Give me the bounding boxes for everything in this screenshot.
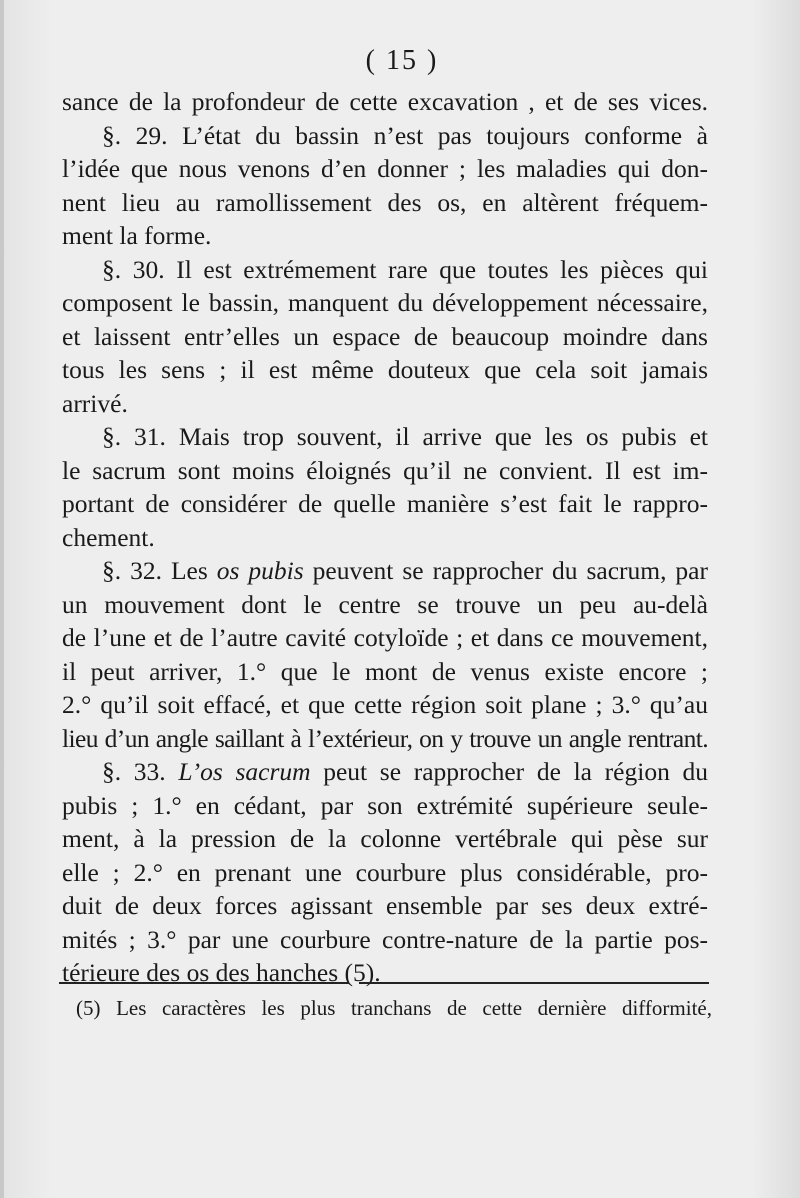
text-run: §. 32. Les <box>102 556 217 585</box>
text-line: et laissent entr’elles un espace de beaucoup moindre dans <box>62 321 708 351</box>
text-line: l’idée que nous venons d’en donner ; les maladies qui don- <box>62 154 708 183</box>
text-run: §. 33. <box>102 757 179 786</box>
footnote-rule <box>359 982 709 984</box>
text-run: peuvent se rapprocher du sacrum, par <box>303 556 708 585</box>
text-run: peut se rapprocher de la région du <box>310 757 709 786</box>
text-line: 2.° qu’il soit effacé, et que cette région soit plane ; 3.° qu’au <box>62 690 708 719</box>
text-line: mités ; 3.° par une courbure contre-nature de la partie pos- <box>62 924 708 954</box>
text-line: ment la forme. <box>62 221 212 250</box>
footnote: (5) Les caractères les plus tranchans de cette dernière difformité, <box>76 996 712 1020</box>
text-line: sance de la profondeur de cette excavation , et de ses vices. <box>62 87 708 116</box>
text-line: il peut arriver, 1.° que le mont de venus existe encore ; <box>62 656 708 686</box>
paragraph-31-start <box>62 420 708 454</box>
text-line: lieu d’un angle saillant à l’extérieur, on y trouve un angle rentrant. <box>62 723 708 753</box>
text-line: le sacrum sont moins éloignés qu’il ne convient. Il est im- <box>62 455 708 485</box>
text-line: térieure des os des hanches (5). <box>62 958 381 987</box>
paragraph-30-start <box>62 253 708 287</box>
text-line: portant de considérer de quelle manière s’est fait le rappro- <box>62 489 708 518</box>
italic-term: L’os sacrum <box>178 757 311 786</box>
text-run: §. 31. Mais trop souvent, il arrive que les os pubis et <box>102 422 708 451</box>
text-line: ment, à la pression de la colonne vertébrale qui pèse sur <box>62 824 708 853</box>
italic-term: os pubis <box>216 556 304 585</box>
text-line: chement. <box>62 522 155 552</box>
text-run: §. 29. L’état du bassin n’est pas toujours conforme à <box>102 120 708 150</box>
paragraph-33-start <box>62 755 708 789</box>
paragraph-29-start <box>62 119 708 153</box>
text-line: elle ; 2.° en prenant une courbure plus considérable, pro- <box>62 857 708 887</box>
footnote-rule <box>59 982 349 984</box>
text-line: un mouvement dont le centre se trouve un peu au-delà <box>62 589 708 619</box>
text-run: §. 30. Il est extrémement rare que toutes les pièces qui <box>102 254 708 284</box>
text-line: duit de deux forces agissant ensemble par ses deux extré- <box>62 891 708 920</box>
text-line: composent le bassin, manquent du développement nécessaire, <box>62 288 708 317</box>
text-line: arrivé. <box>62 388 128 418</box>
text-line: pubis ; 1.° en cédant, par son extrémité supérieure seule- <box>62 790 708 820</box>
page-number: ( 15 ) <box>365 45 439 76</box>
text-line: de l’une et de l’autre cavité cotyloïde ; et dans ce mouvement, <box>62 623 708 652</box>
text-line: tous les sens ; il est même douteux que cela soit jamais <box>62 355 708 384</box>
body-text <box>62 85 708 990</box>
paragraph-32-start <box>62 554 708 588</box>
text-line: nent lieu au ramollissement des os, en altèrent fréquem- <box>62 187 708 217</box>
